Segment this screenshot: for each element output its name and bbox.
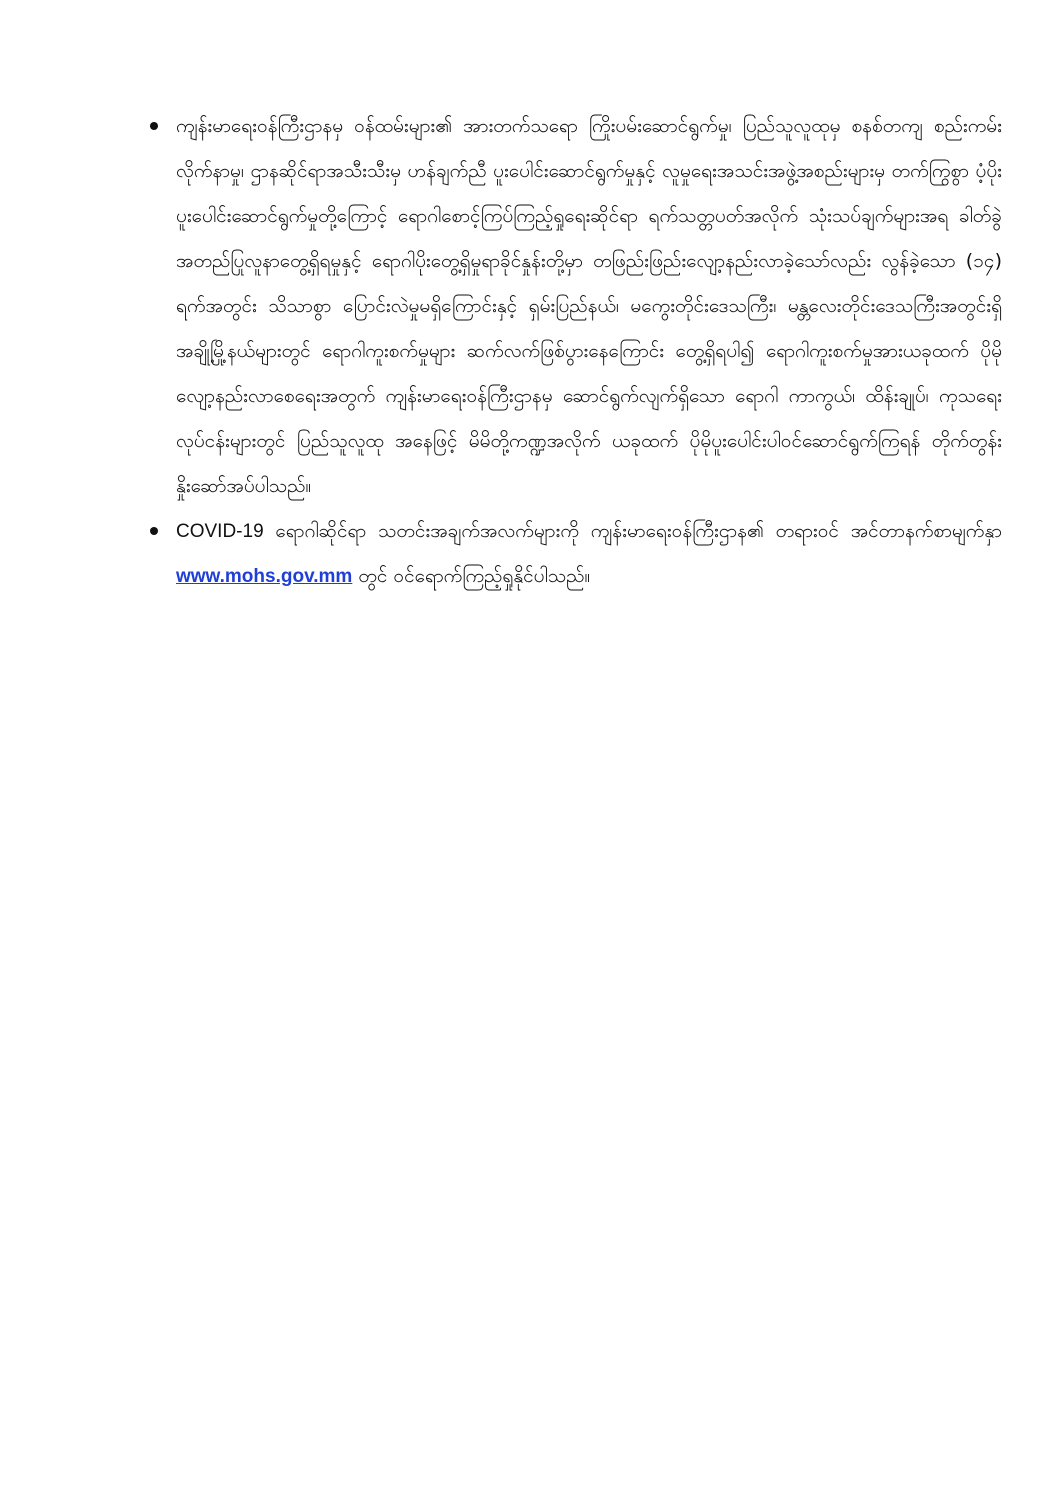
bullet-list <box>150 104 1002 599</box>
covid-label: COVID-19 <box>176 521 264 542</box>
paragraph-suffix: တွင် ဝင်ရောက်ကြည့်ရှုနိုင်ပါသည်။ <box>352 565 591 587</box>
paragraph-text <box>176 509 1002 599</box>
bullet-icon <box>150 122 158 130</box>
mohs-website-link[interactable]: www.mohs.gov.mm <box>176 566 353 587</box>
bullet-icon <box>150 527 158 535</box>
paragraph-middle: ရောဂါဆိုင်ရာ သတင်းအချက်အလက်များကို ကျန်းမာရေးဝန်ကြီးဌာန၏ တရားဝင် အင်တာနက်စာမျက်နှာ <box>263 520 1002 542</box>
paragraph-text: ကျန်းမာရေးဝန်ကြီးဌာနမှ ဝန်ထမ်းများ၏ အားတက်သရော ကြိုးပမ်းဆောင်ရွက်မှု၊ ပြည်သူလူထုမှ စနစ်တကျ စည်းကမ်းလိုက်နာမှု၊ ဌာနဆိုင်ရာအသီးသီးမှ ဟန်ချက်ညီ ပူးပေါင်းဆောင်ရွက်မှုနှင့် လူမှုရေးအသင်းအဖွဲ့အစည်းများမှ တက်ကြွစွာ ပံ့ပိုးပူးပေါင်းဆောင်ရွက်မှုတို့ကြောင့် ရောဂါစောင့်ကြပ်ကြည့်ရှုရေးဆိုင်ရာ ရက်သတ္တပတ်အလိုက် သုံးသပ်ချက်များအရ ခါတ်ခွဲအတည်ပြုလူနာတွေ့ရှိရမှုနှင့် ရောဂါပိုးတွေ့ရှိမှုရာခိုင်နှုန်းတို့မှာ တဖြည်းဖြည်းလျော့နည်းလာခဲ့သော်လည်း လွန်ခဲ့သော (၁၄) ရက်အတွင်း သိသာစွာ ပြောင်းလဲမှုမရှိကြောင်းနှင့် ရှမ်းပြည်နယ်၊ မကွေးတိုင်းဒေသကြီး၊ မန္တလေးတိုင်းဒေသကြီးအတွင်းရှိ အချို့မြို့နယ်များတွင် ရောဂါကူးစက်မှုများ ဆက်လက်ဖြစ်ပွားနေကြောင်း တွေ့ရှိရပါ၍ ရောဂါကူးစက်မှုအားယခုထက် ပိုမိုလျော့နည်းလာစေရေးအတွက် ကျန်းမာရေးဝန်ကြီးဌာနမှ ဆောင်ရွက်လျက်ရှိသော ရောဂါ ကာကွယ်၊ ထိန်းချုပ်၊ ကုသရေး လုပ်ငန်းများတွင် ပြည်သူလူထု အနေဖြင့် မိမိတို့ကဏ္ဍအလိုက် ယခုထက် ပိုမိုပူးပေါင်းပါဝင်ဆောင်ရွက်ကြရန် တိုက်တွန်း နှိုးဆော်အပ်ပါသည်။ <box>176 115 1002 497</box>
list-item <box>150 104 1002 509</box>
list-item <box>150 509 1002 599</box>
